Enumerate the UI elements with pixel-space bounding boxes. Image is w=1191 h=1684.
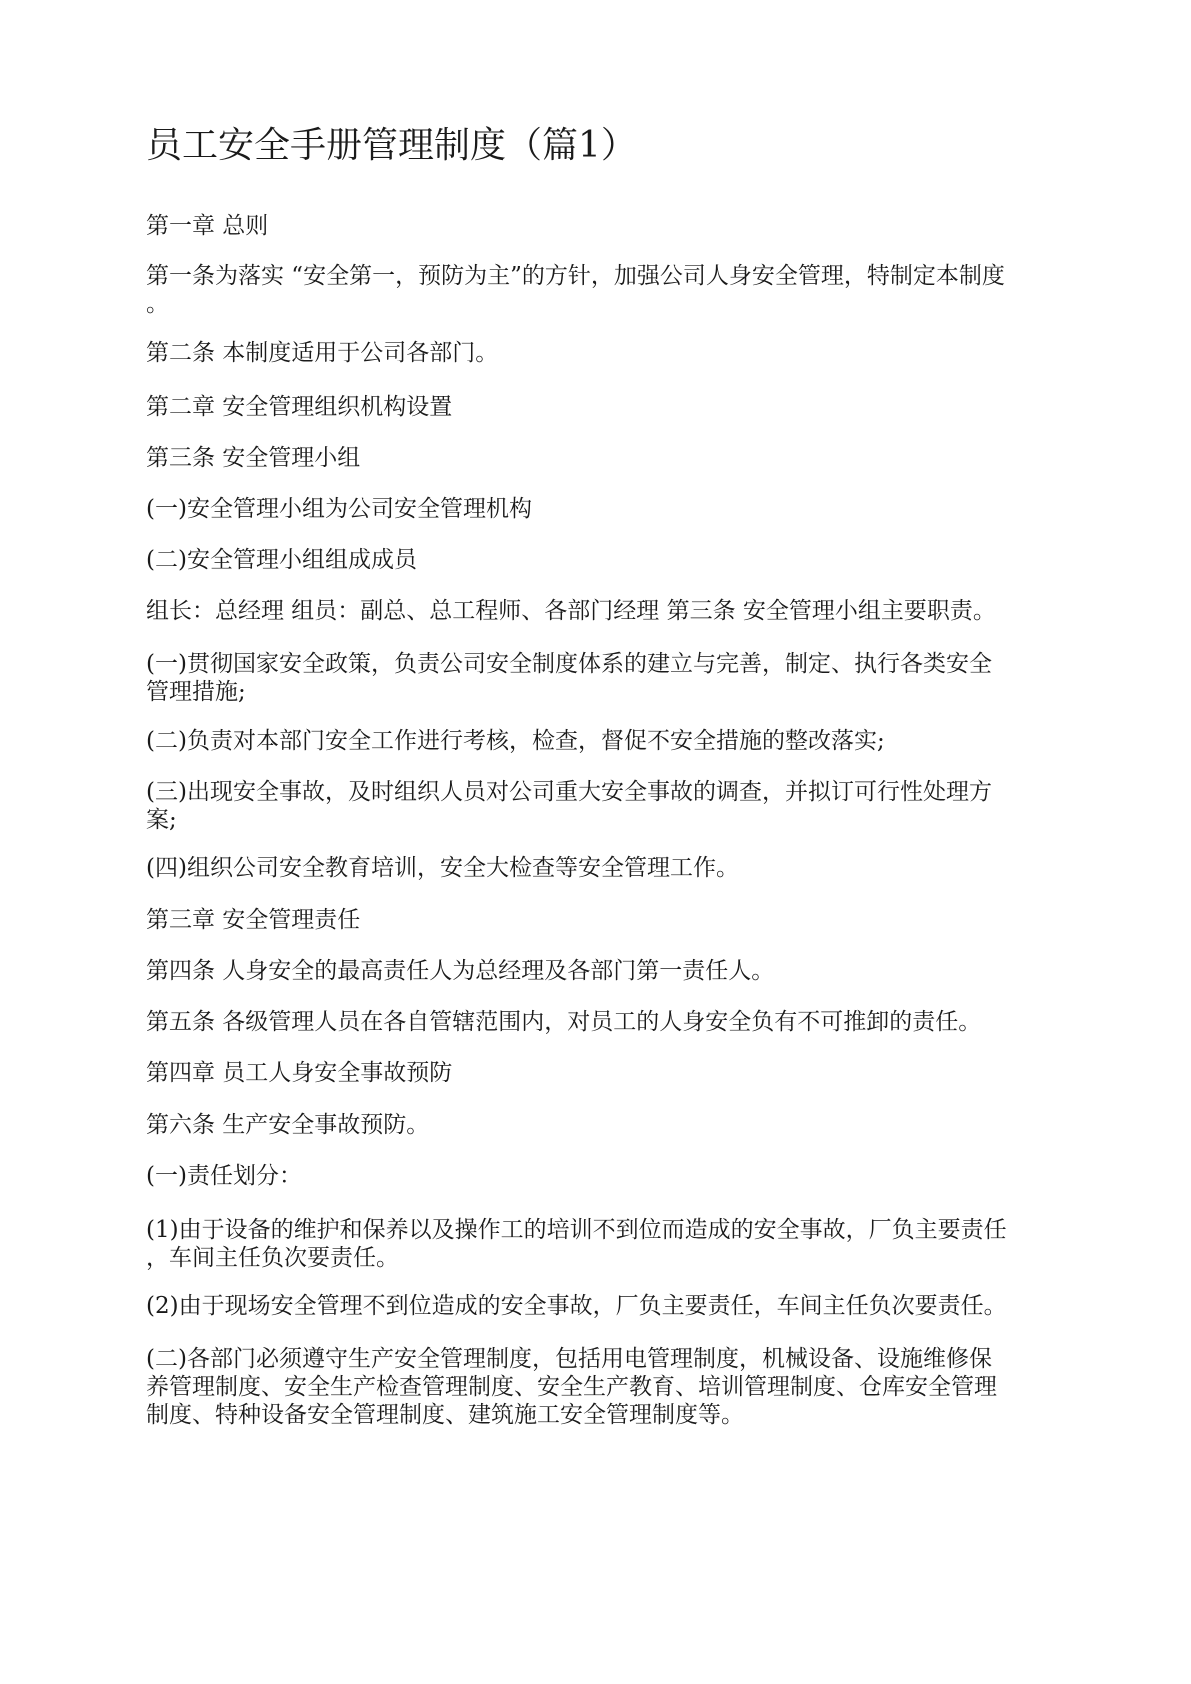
text-line: 第二章 安全管理组织机构设置 — [146, 394, 453, 420]
text-line: (2)由于现场安全管理不到位造成的安全事故，厂负主要责任，车间主任负次要责任。 — [146, 1293, 1007, 1319]
paragraph-item — [146, 1216, 1051, 1272]
text-line: (四)组织公司安全教育培训，安全大检查等安全管理工作。 — [146, 855, 739, 881]
text-line: 第一条为落实 “安全第一，预防为主”的方针，加强公司人身安全管理，特制定本制度 — [146, 263, 1005, 289]
text-line: 第三条 安全管理小组 — [146, 445, 361, 471]
text-line: 制度、特种设备安全管理制度、建筑施工安全管理制度等。 — [146, 1402, 744, 1428]
text-line: 组长：总经理 组员：副总、总工程师、各部门经理 第三条 安全管理小组主要职责。 — [146, 598, 996, 624]
text-line: 第四章 员工人身安全事故预防 — [146, 1060, 453, 1086]
text-line: 案; — [146, 807, 177, 833]
paragraph-chapter-1 — [146, 212, 1051, 240]
text-line: (二)安全管理小组组成成员 — [146, 547, 417, 573]
text-line: (一)安全管理小组为公司安全管理机构 — [146, 496, 532, 522]
paragraph-item — [146, 1292, 1051, 1320]
text-line: ，车间主任负次要责任。 — [146, 1245, 399, 1271]
paragraph-members — [146, 597, 1051, 625]
text-line: 管理措施; — [146, 679, 246, 705]
paragraph-item — [146, 546, 1051, 574]
paragraph-article-4 — [146, 957, 1051, 985]
paragraph-item — [146, 1345, 1051, 1429]
paragraph-chapter-2 — [146, 393, 1051, 421]
paragraph-chapter-3 — [146, 906, 1051, 934]
paragraph-article-1 — [146, 262, 1051, 318]
paragraph-item — [146, 854, 1051, 882]
paragraph-item — [146, 727, 1051, 755]
paragraph-item — [146, 778, 1051, 834]
text-line: 第一章 总则 — [146, 213, 269, 239]
paragraph-chapter-4 — [146, 1059, 1051, 1087]
text-line: 。 — [146, 291, 169, 317]
text-line: 第二条 本制度适用于公司各部门。 — [146, 340, 499, 366]
text-line: 第六条 生产安全事故预防。 — [146, 1112, 430, 1138]
text-line: 第三章 安全管理责任 — [146, 907, 361, 933]
text-line: 第五条 各级管理人员在各自管辖范围内，对员工的人身安全负有不可推卸的责任。 — [146, 1009, 982, 1035]
text-line: (一)责任划分： — [146, 1163, 302, 1189]
paragraph-article-6 — [146, 1111, 1051, 1139]
paragraph-item — [146, 650, 1051, 706]
paragraph-item — [146, 1162, 1051, 1190]
paragraph-article-2 — [146, 339, 1051, 367]
text-line: (三)出现安全事故，及时组织人员对公司重大安全事故的调查，并拟订可行性处理方 — [146, 779, 992, 805]
paragraph-item — [146, 495, 1051, 523]
text-line: 第四条 人身安全的最高责任人为总经理及各部门第一责任人。 — [146, 958, 775, 984]
document-title: 员工安全手册管理制度（篇1） — [146, 125, 637, 166]
paragraph-article-5 — [146, 1008, 1051, 1036]
paragraph-article-3 — [146, 444, 1051, 472]
text-line: (1)由于设备的维护和保养以及操作工的培训不到位而造成的安全事故，厂负主要责任 — [146, 1217, 1007, 1243]
text-line: (二)负责对本部门安全工作进行考核，检查，督促不安全措施的整改落实; — [146, 728, 885, 754]
text-line: (二)各部门必须遵守生产安全管理制度，包括用电管理制度，机械设备、设施维修保 — [146, 1346, 992, 1372]
text-line: (一)贯彻国家安全政策，负责公司安全制度体系的建立与完善，制定、执行各类安全 — [146, 651, 992, 677]
text-line: 养管理制度、安全生产检查管理制度、安全生产教育、培训管理制度、仓库安全管理 — [146, 1374, 997, 1400]
